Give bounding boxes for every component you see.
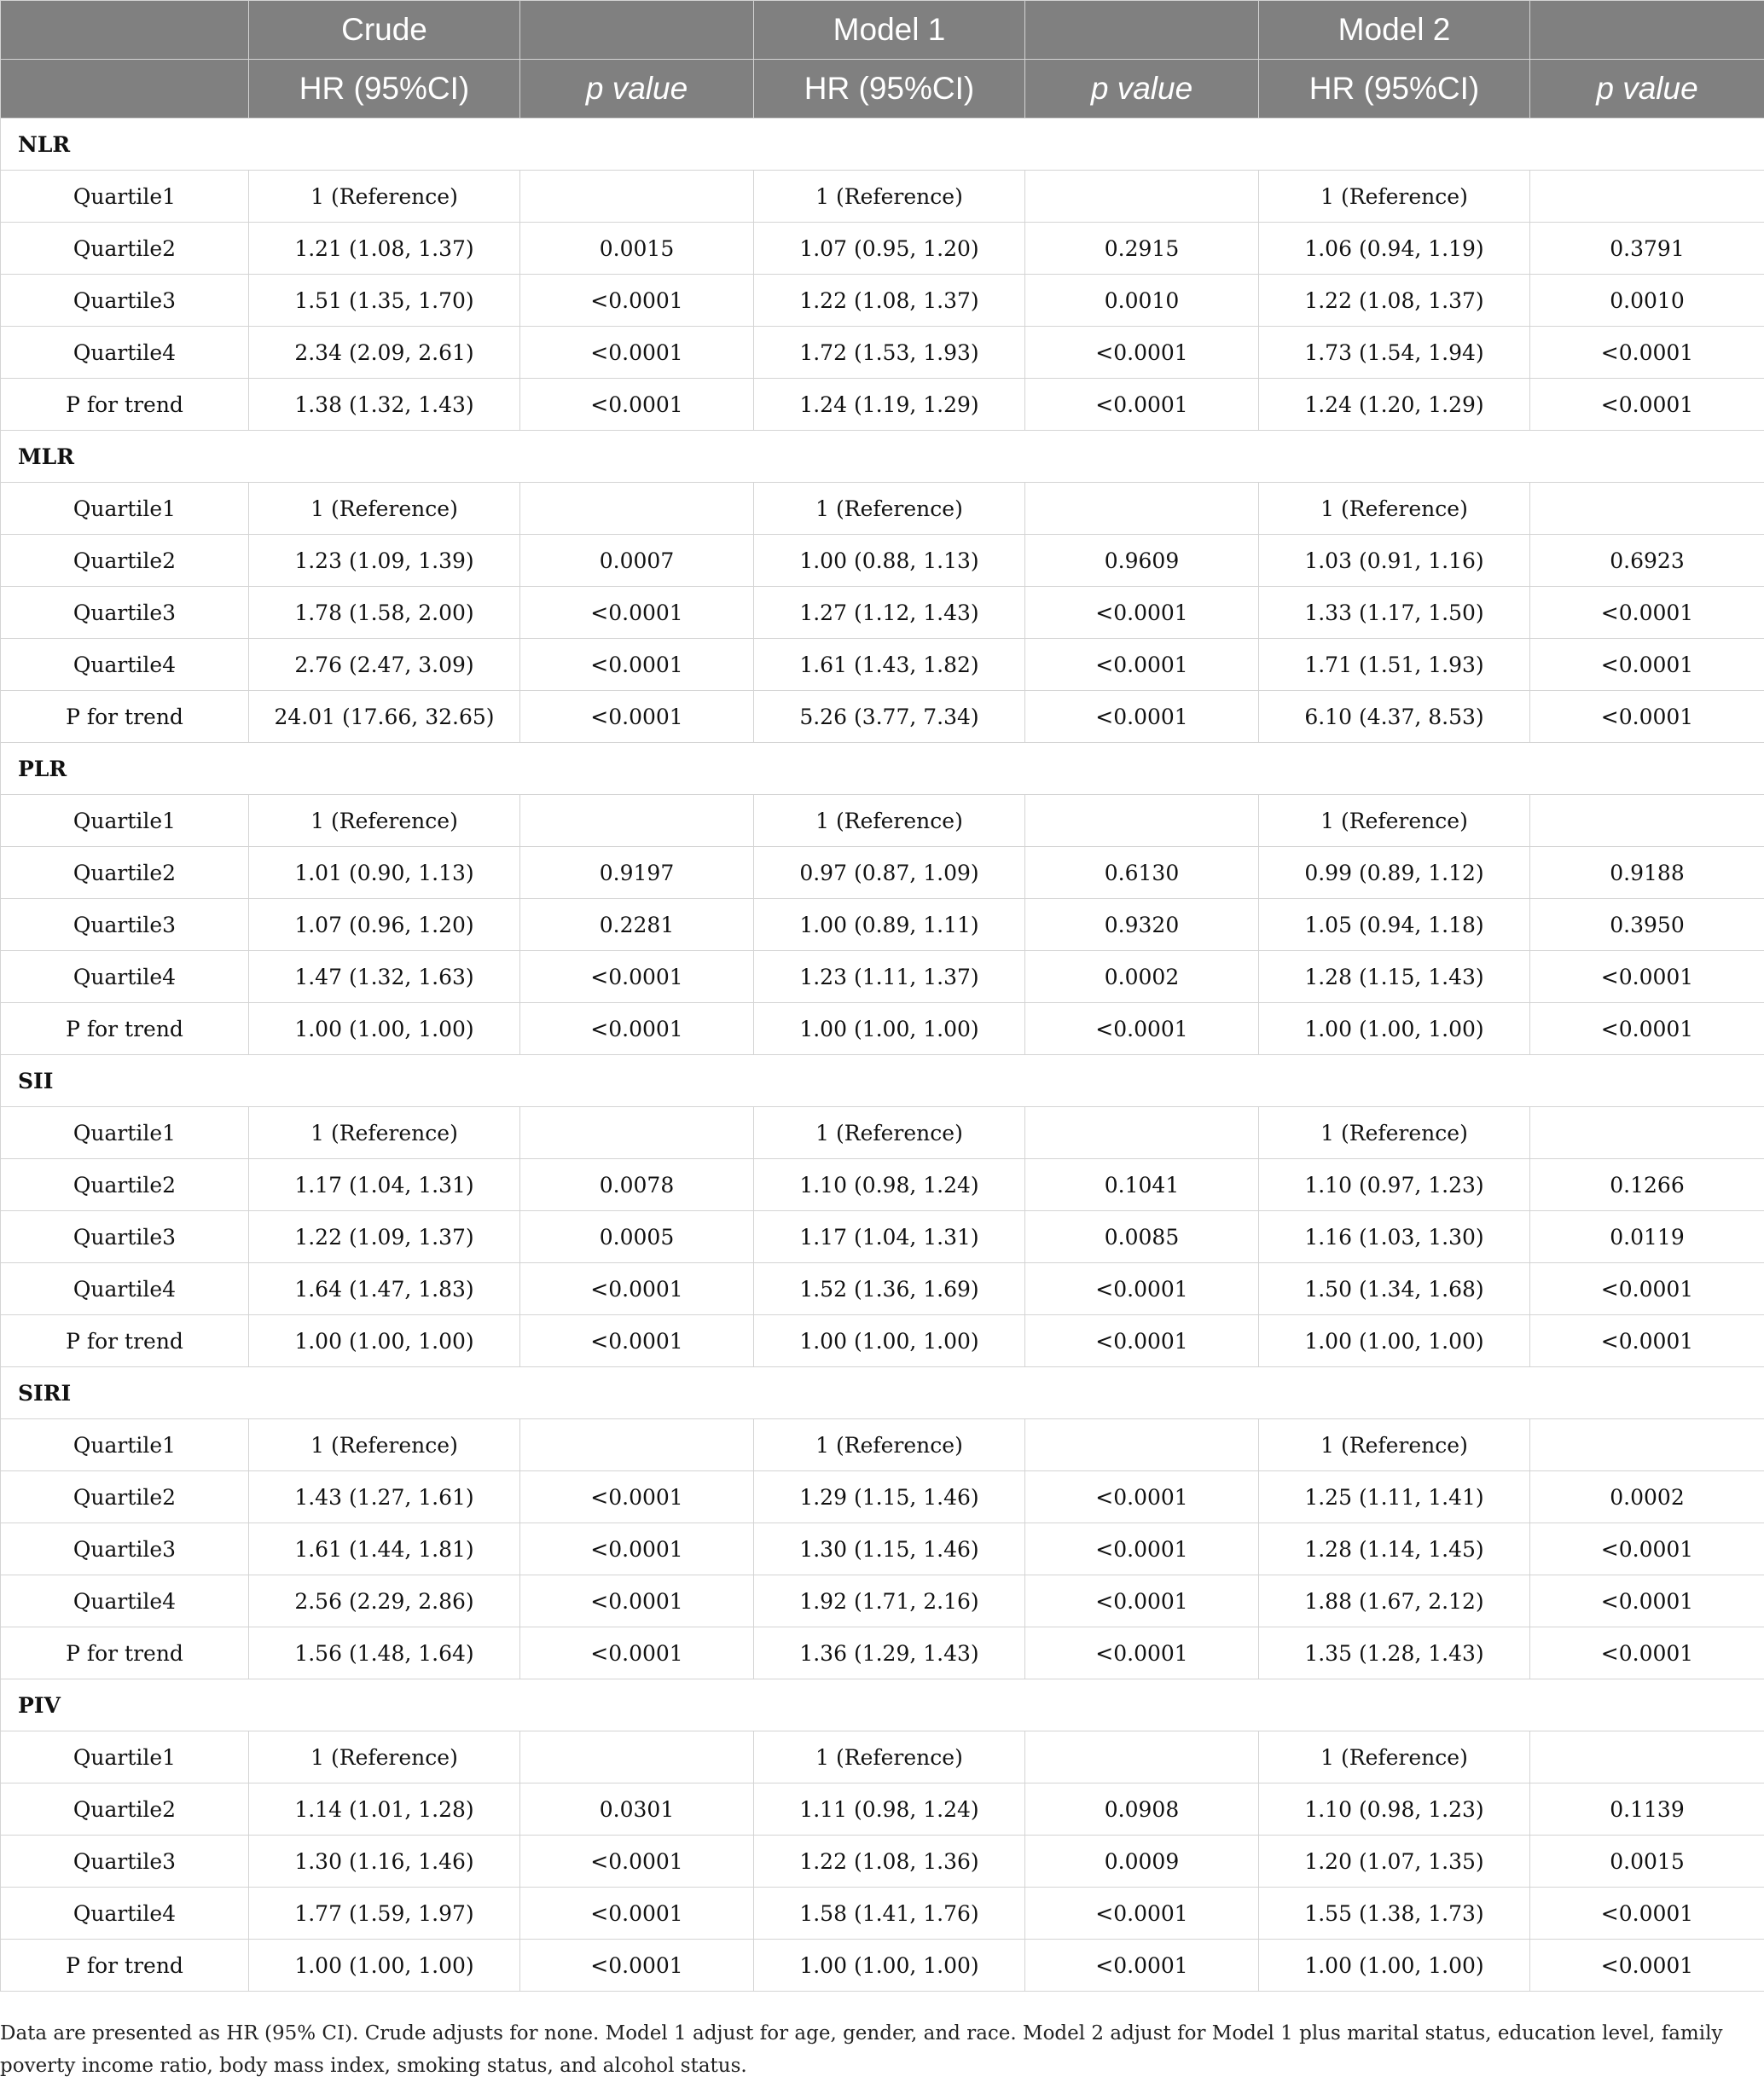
hr-cell: 1 (Reference) <box>249 1107 520 1159</box>
hr-cell: 1.07 (0.95, 1.20) <box>754 223 1025 275</box>
hr-cell: 1 (Reference) <box>1259 1419 1530 1471</box>
hr-cell: 0.97 (0.87, 1.09) <box>754 847 1025 899</box>
pvalue-cell: <0.0001 <box>1025 1575 1259 1627</box>
hr-cell: 1 (Reference) <box>754 1731 1025 1784</box>
hr-cell: 1.61 (1.43, 1.82) <box>754 639 1025 691</box>
hr-cell: 1.55 (1.38, 1.73) <box>1259 1888 1530 1940</box>
pvalue-cell: 0.0002 <box>1025 951 1259 1003</box>
pvalue-cell: 0.0119 <box>1530 1211 1764 1263</box>
table-row <box>1 379 1764 431</box>
pvalue-cell <box>520 483 754 535</box>
pvalue-cell <box>1530 1731 1764 1784</box>
row-label: Quartile4 <box>1 951 249 1003</box>
hr-cell: 0.99 (0.89, 1.12) <box>1259 847 1530 899</box>
pvalue-cell: 0.6923 <box>1530 535 1764 587</box>
hr-cell: 1.25 (1.11, 1.41) <box>1259 1471 1530 1523</box>
pvalue-cell: <0.0001 <box>520 1888 754 1940</box>
pvalue-cell: <0.0001 <box>1025 639 1259 691</box>
pvalue-cell: 0.9197 <box>520 847 754 899</box>
row-label: Quartile3 <box>1 1211 249 1263</box>
pvalue-cell: <0.0001 <box>1530 1523 1764 1575</box>
table-row <box>1 327 1764 379</box>
row-label: P for trend <box>1 691 249 743</box>
hr-cell: 1.78 (1.58, 2.00) <box>249 587 520 639</box>
table-row <box>1 795 1764 847</box>
hr-cell: 1.29 (1.15, 1.46) <box>754 1471 1025 1523</box>
pvalue-cell: <0.0001 <box>1025 1888 1259 1940</box>
pvalue-cell: <0.0001 <box>1530 1315 1764 1367</box>
hr-cell: 1.24 (1.19, 1.29) <box>754 379 1025 431</box>
group-label: SIRI <box>1 1367 1764 1419</box>
pvalue-cell <box>1530 483 1764 535</box>
header-cell-pvalue: p value <box>1025 60 1259 119</box>
pvalue-cell: <0.0001 <box>1530 951 1764 1003</box>
pvalue-cell <box>1025 1731 1259 1784</box>
pvalue-cell: <0.0001 <box>1530 1888 1764 1940</box>
hr-cell: 1.06 (0.94, 1.19) <box>1259 223 1530 275</box>
pvalue-cell: <0.0001 <box>520 327 754 379</box>
pvalue-cell: 0.1041 <box>1025 1159 1259 1211</box>
row-label: Quartile3 <box>1 899 249 951</box>
pvalue-cell: <0.0001 <box>1025 1471 1259 1523</box>
pvalue-cell: <0.0001 <box>520 1940 754 1992</box>
header-row-metrics <box>1 60 1764 119</box>
group-label: PIV <box>1 1679 1764 1731</box>
hr-cell: 1.22 (1.08, 1.37) <box>1259 275 1530 327</box>
table-footnote: Data are presented as HR (95% CI). Crude adjusts for none. Model 1 adjust for age, gender, and race. Model 2 adjust for Model 1 plus marital status, education level, family poverty income ratio, body mass index, smoking status, and alcohol status. <box>0 2022 1723 2077</box>
pvalue-cell: 0.0015 <box>520 223 754 275</box>
hr-cell: 1 (Reference) <box>249 171 520 223</box>
header-cell-hr: HR (95%CI) <box>249 60 520 119</box>
pvalue-cell: <0.0001 <box>1530 639 1764 691</box>
hr-cell: 1.30 (1.15, 1.46) <box>754 1523 1025 1575</box>
hr-cell: 1 (Reference) <box>754 1419 1025 1471</box>
pvalue-cell: 0.0908 <box>1025 1784 1259 1836</box>
pvalue-cell: <0.0001 <box>520 379 754 431</box>
hr-cell: 1.10 (0.98, 1.23) <box>1259 1784 1530 1836</box>
hr-cell: 1.00 (1.00, 1.00) <box>754 1003 1025 1055</box>
pvalue-cell: <0.0001 <box>1530 587 1764 639</box>
hr-cell: 1.14 (1.01, 1.28) <box>249 1784 520 1836</box>
row-label: Quartile2 <box>1 1159 249 1211</box>
pvalue-cell: <0.0001 <box>1025 691 1259 743</box>
pvalue-cell: <0.0001 <box>520 1263 754 1315</box>
hr-cell: 1 (Reference) <box>1259 795 1530 847</box>
pvalue-cell: <0.0001 <box>520 1836 754 1888</box>
hr-cell: 1.23 (1.11, 1.37) <box>754 951 1025 1003</box>
pvalue-cell: <0.0001 <box>1025 1003 1259 1055</box>
pvalue-cell: <0.0001 <box>520 639 754 691</box>
header-cell-crude: Crude <box>249 1 520 60</box>
row-label: Quartile2 <box>1 223 249 275</box>
pvalue-cell: <0.0001 <box>520 951 754 1003</box>
group-row-siri <box>1 1367 1764 1419</box>
hr-cell: 1.10 (0.98, 1.24) <box>754 1159 1025 1211</box>
header-cell <box>520 1 754 60</box>
pvalue-cell <box>1025 483 1259 535</box>
table-row <box>1 1627 1764 1679</box>
hr-cell: 1.00 (1.00, 1.00) <box>1259 1003 1530 1055</box>
row-label: Quartile2 <box>1 535 249 587</box>
header-cell-model1: Model 1 <box>754 1 1025 60</box>
hr-cell: 1.07 (0.96, 1.20) <box>249 899 520 951</box>
pvalue-cell: 0.0002 <box>1530 1471 1764 1523</box>
table-row <box>1 1731 1764 1784</box>
pvalue-cell: 0.0010 <box>1025 275 1259 327</box>
hr-cell: 1.00 (1.00, 1.00) <box>1259 1940 1530 1992</box>
row-label: Quartile2 <box>1 1471 249 1523</box>
header-cell <box>1 1 249 60</box>
pvalue-cell: <0.0001 <box>520 275 754 327</box>
hr-cell: 1 (Reference) <box>1259 1107 1530 1159</box>
table-row <box>1 1784 1764 1836</box>
pvalue-cell: 0.9320 <box>1025 899 1259 951</box>
row-label: Quartile1 <box>1 795 249 847</box>
hr-cell: 1.11 (0.98, 1.24) <box>754 1784 1025 1836</box>
header-cell <box>1530 1 1764 60</box>
pvalue-cell <box>1025 1419 1259 1471</box>
row-label: P for trend <box>1 379 249 431</box>
hr-cell: 1 (Reference) <box>754 1107 1025 1159</box>
pvalue-cell <box>1530 795 1764 847</box>
row-label: Quartile4 <box>1 327 249 379</box>
hr-cell: 1.00 (0.88, 1.13) <box>754 535 1025 587</box>
pvalue-cell: <0.0001 <box>1025 379 1259 431</box>
group-row-sii <box>1 1055 1764 1107</box>
hr-cell: 24.01 (17.66, 32.65) <box>249 691 520 743</box>
hr-cell: 1.30 (1.16, 1.46) <box>249 1836 520 1888</box>
pvalue-cell: <0.0001 <box>1025 1940 1259 1992</box>
hr-cell: 1.22 (1.08, 1.36) <box>754 1836 1025 1888</box>
row-label: Quartile4 <box>1 639 249 691</box>
hr-cell: 1.47 (1.32, 1.63) <box>249 951 520 1003</box>
pvalue-cell: <0.0001 <box>1530 1003 1764 1055</box>
table-row <box>1 847 1764 899</box>
pvalue-cell <box>1530 1107 1764 1159</box>
hr-cell: 1 (Reference) <box>754 483 1025 535</box>
hr-cell: 2.56 (2.29, 2.86) <box>249 1575 520 1627</box>
hr-cell: 6.10 (4.37, 8.53) <box>1259 691 1530 743</box>
table-row <box>1 275 1764 327</box>
table-row <box>1 1315 1764 1367</box>
hr-cell: 1 (Reference) <box>1259 483 1530 535</box>
header-cell-hr: HR (95%CI) <box>754 60 1025 119</box>
pvalue-cell: 0.0085 <box>1025 1211 1259 1263</box>
hr-cell: 1.00 (1.00, 1.00) <box>249 1003 520 1055</box>
pvalue-cell: <0.0001 <box>520 1471 754 1523</box>
pvalue-cell: <0.0001 <box>1025 587 1259 639</box>
pvalue-cell: <0.0001 <box>1530 379 1764 431</box>
pvalue-cell: 0.9188 <box>1530 847 1764 899</box>
pvalue-cell: <0.0001 <box>1530 691 1764 743</box>
hr-cell: 1.50 (1.34, 1.68) <box>1259 1263 1530 1315</box>
pvalue-cell <box>520 1107 754 1159</box>
hr-cell: 1 (Reference) <box>249 1731 520 1784</box>
row-label: P for trend <box>1 1627 249 1679</box>
hr-cell: 1.00 (1.00, 1.00) <box>754 1940 1025 1992</box>
row-label: Quartile1 <box>1 1419 249 1471</box>
row-label: Quartile3 <box>1 1836 249 1888</box>
hr-cell: 1.28 (1.14, 1.45) <box>1259 1523 1530 1575</box>
header-row-models <box>1 1 1764 60</box>
pvalue-cell: <0.0001 <box>1025 327 1259 379</box>
hr-cell: 1.20 (1.07, 1.35) <box>1259 1836 1530 1888</box>
table-body <box>1 119 1764 1992</box>
row-label: Quartile1 <box>1 483 249 535</box>
pvalue-cell <box>1025 1107 1259 1159</box>
hr-cell: 1 (Reference) <box>754 171 1025 223</box>
row-label: Quartile4 <box>1 1263 249 1315</box>
pvalue-cell: 0.0015 <box>1530 1836 1764 1888</box>
pvalue-cell: 0.0078 <box>520 1159 754 1211</box>
table-row <box>1 1159 1764 1211</box>
hr-cell: 1 (Reference) <box>249 1419 520 1471</box>
hr-cell: 1.88 (1.67, 2.12) <box>1259 1575 1530 1627</box>
pvalue-cell: 0.0009 <box>1025 1836 1259 1888</box>
hr-cell: 1.73 (1.54, 1.94) <box>1259 327 1530 379</box>
table-row <box>1 1940 1764 1992</box>
pvalue-cell: <0.0001 <box>1025 1315 1259 1367</box>
row-label: Quartile1 <box>1 171 249 223</box>
pvalue-cell: <0.0001 <box>1025 1627 1259 1679</box>
hr-cell: 1.51 (1.35, 1.70) <box>249 275 520 327</box>
group-row-nlr <box>1 119 1764 171</box>
hr-cell: 1.23 (1.09, 1.39) <box>249 535 520 587</box>
pvalue-cell: 0.6130 <box>1025 847 1259 899</box>
hr-cell: 1.71 (1.51, 1.93) <box>1259 639 1530 691</box>
hr-cell: 1.56 (1.48, 1.64) <box>249 1627 520 1679</box>
pvalue-cell: 0.3950 <box>1530 899 1764 951</box>
hr-cell: 1.24 (1.20, 1.29) <box>1259 379 1530 431</box>
pvalue-cell <box>520 1419 754 1471</box>
row-label: Quartile3 <box>1 587 249 639</box>
hr-cell: 1.16 (1.03, 1.30) <box>1259 1211 1530 1263</box>
group-label: NLR <box>1 119 1764 171</box>
pvalue-cell <box>1530 1419 1764 1471</box>
hr-cell: 1.36 (1.29, 1.43) <box>754 1627 1025 1679</box>
hr-cell: 1.17 (1.04, 1.31) <box>754 1211 1025 1263</box>
row-label: Quartile1 <box>1 1107 249 1159</box>
pvalue-cell: <0.0001 <box>520 587 754 639</box>
pvalue-cell <box>1025 795 1259 847</box>
pvalue-cell: 0.0007 <box>520 535 754 587</box>
hr-cell: 1 (Reference) <box>249 795 520 847</box>
hr-cell: 1.38 (1.32, 1.43) <box>249 379 520 431</box>
pvalue-cell: <0.0001 <box>1025 1263 1259 1315</box>
hr-cell: 1.77 (1.59, 1.97) <box>249 1888 520 1940</box>
table-header <box>1 1 1764 119</box>
hr-cell: 1.72 (1.53, 1.93) <box>754 327 1025 379</box>
pvalue-cell: 0.2915 <box>1025 223 1259 275</box>
pvalue-cell: <0.0001 <box>520 1315 754 1367</box>
hr-cell: 1.92 (1.71, 2.16) <box>754 1575 1025 1627</box>
table-row <box>1 483 1764 535</box>
pvalue-cell: 0.3791 <box>1530 223 1764 275</box>
hr-cell: 1.05 (0.94, 1.18) <box>1259 899 1530 951</box>
table-row <box>1 1836 1764 1888</box>
table-row <box>1 171 1764 223</box>
table-row <box>1 1575 1764 1627</box>
table-row <box>1 691 1764 743</box>
pvalue-cell: 0.2281 <box>520 899 754 951</box>
pvalue-cell: <0.0001 <box>1530 327 1764 379</box>
hr-cell: 1 (Reference) <box>1259 1731 1530 1784</box>
row-label: Quartile4 <box>1 1575 249 1627</box>
pvalue-cell: <0.0001 <box>1530 1263 1764 1315</box>
hr-cell: 1.10 (0.97, 1.23) <box>1259 1159 1530 1211</box>
hr-cell: 1.27 (1.12, 1.43) <box>754 587 1025 639</box>
group-row-mlr <box>1 431 1764 483</box>
header-cell-pvalue: p value <box>1530 60 1764 119</box>
header-cell-hr: HR (95%CI) <box>1259 60 1530 119</box>
group-label: MLR <box>1 431 1764 483</box>
row-label: P for trend <box>1 1003 249 1055</box>
pvalue-cell: <0.0001 <box>1530 1627 1764 1679</box>
pvalue-cell: <0.0001 <box>520 691 754 743</box>
hr-cell: 1.01 (0.90, 1.13) <box>249 847 520 899</box>
header-cell-pvalue: p value <box>520 60 754 119</box>
pvalue-cell: 0.1266 <box>1530 1159 1764 1211</box>
pvalue-cell <box>520 795 754 847</box>
pvalue-cell: 0.0005 <box>520 1211 754 1263</box>
hr-cell: 1.52 (1.36, 1.69) <box>754 1263 1025 1315</box>
table-row <box>1 223 1764 275</box>
hr-cell: 1 (Reference) <box>249 483 520 535</box>
table-row <box>1 1419 1764 1471</box>
row-label: Quartile3 <box>1 1523 249 1575</box>
hr-cell: 1.00 (1.00, 1.00) <box>249 1940 520 1992</box>
table-row <box>1 1471 1764 1523</box>
pvalue-cell: 0.9609 <box>1025 535 1259 587</box>
hr-cell: 1.64 (1.47, 1.83) <box>249 1263 520 1315</box>
row-label: Quartile1 <box>1 1731 249 1784</box>
table-row <box>1 1523 1764 1575</box>
header-cell <box>1025 1 1259 60</box>
row-label: Quartile2 <box>1 1784 249 1836</box>
hr-cell: 1.00 (0.89, 1.11) <box>754 899 1025 951</box>
row-label: Quartile4 <box>1 1888 249 1940</box>
hr-cell: 1.21 (1.08, 1.37) <box>249 223 520 275</box>
hr-cell: 5.26 (3.77, 7.34) <box>754 691 1025 743</box>
pvalue-cell: <0.0001 <box>1530 1575 1764 1627</box>
hr-cell: 1 (Reference) <box>754 795 1025 847</box>
table-row <box>1 1107 1764 1159</box>
hr-cell: 1.00 (1.00, 1.00) <box>1259 1315 1530 1367</box>
hr-cell: 1.00 (1.00, 1.00) <box>249 1315 520 1367</box>
hr-cell: 1.61 (1.44, 1.81) <box>249 1523 520 1575</box>
pvalue-cell: <0.0001 <box>520 1003 754 1055</box>
table-row <box>1 1888 1764 1940</box>
pvalue-cell <box>1025 171 1259 223</box>
group-row-piv <box>1 1679 1764 1731</box>
table-row <box>1 1211 1764 1263</box>
table-row <box>1 1003 1764 1055</box>
pvalue-cell: <0.0001 <box>520 1627 754 1679</box>
hr-cell: 1 (Reference) <box>1259 171 1530 223</box>
hr-cell: 1.28 (1.15, 1.43) <box>1259 951 1530 1003</box>
header-cell-model2: Model 2 <box>1259 1 1530 60</box>
hr-cell: 1.35 (1.28, 1.43) <box>1259 1627 1530 1679</box>
row-label: Quartile2 <box>1 847 249 899</box>
group-label: SII <box>1 1055 1764 1107</box>
group-label: PLR <box>1 743 1764 795</box>
pvalue-cell: 0.0301 <box>520 1784 754 1836</box>
hr-cell: 1.22 (1.09, 1.37) <box>249 1211 520 1263</box>
row-label: Quartile3 <box>1 275 249 327</box>
table-row <box>1 1263 1764 1315</box>
pvalue-cell: <0.0001 <box>520 1523 754 1575</box>
row-label: P for trend <box>1 1315 249 1367</box>
hr-cell: 1.58 (1.41, 1.76) <box>754 1888 1025 1940</box>
pvalue-cell: 0.0010 <box>1530 275 1764 327</box>
table-row <box>1 535 1764 587</box>
table-row <box>1 951 1764 1003</box>
pvalue-cell <box>520 1731 754 1784</box>
table-row <box>1 587 1764 639</box>
hr-cell: 1.22 (1.08, 1.37) <box>754 275 1025 327</box>
hr-cell: 1.43 (1.27, 1.61) <box>249 1471 520 1523</box>
table-row <box>1 899 1764 951</box>
hr-cell: 1.33 (1.17, 1.50) <box>1259 587 1530 639</box>
pvalue-cell: 0.1139 <box>1530 1784 1764 1836</box>
table-row <box>1 639 1764 691</box>
pvalue-cell <box>1530 171 1764 223</box>
pvalue-cell <box>520 171 754 223</box>
pvalue-cell: <0.0001 <box>1530 1940 1764 1992</box>
hr-cell: 2.34 (2.09, 2.61) <box>249 327 520 379</box>
hr-cell: 1.03 (0.91, 1.16) <box>1259 535 1530 587</box>
hr-cell: 1.00 (1.00, 1.00) <box>754 1315 1025 1367</box>
hr-cell: 2.76 (2.47, 3.09) <box>249 639 520 691</box>
header-cell <box>1 60 249 119</box>
hr-cell: 1.17 (1.04, 1.31) <box>249 1159 520 1211</box>
group-row-plr <box>1 743 1764 795</box>
row-label: P for trend <box>1 1940 249 1992</box>
pvalue-cell: <0.0001 <box>520 1575 754 1627</box>
pvalue-cell: <0.0001 <box>1025 1523 1259 1575</box>
